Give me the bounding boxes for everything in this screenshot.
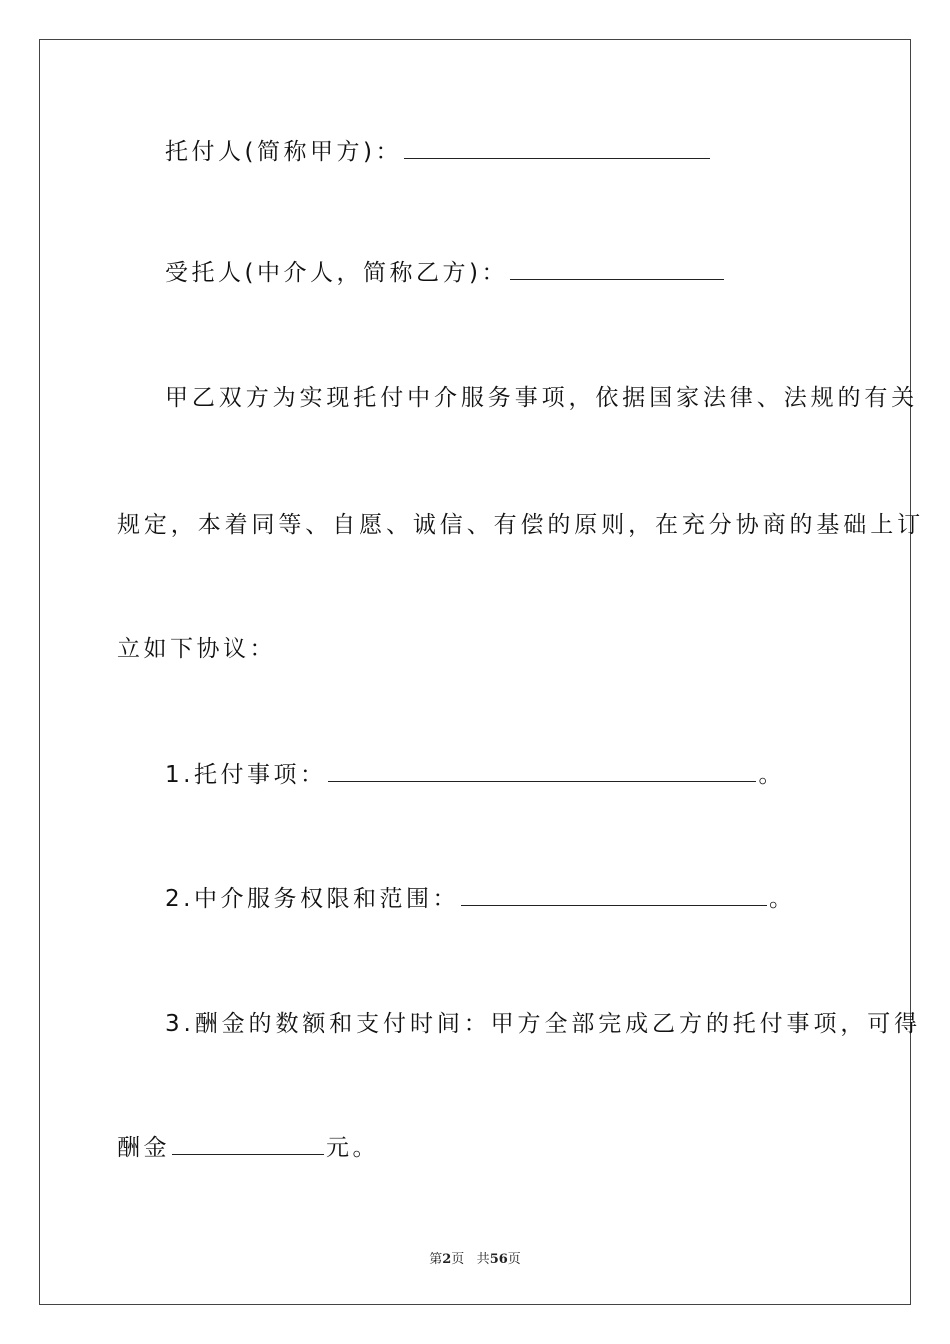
page-total: 56	[489, 1252, 508, 1267]
item-1-line	[165, 760, 785, 790]
item-2-line	[165, 884, 795, 914]
page-prefix: 第	[429, 1252, 443, 1267]
reward-blank	[172, 1134, 324, 1155]
paragraph-line: 甲乙双方为实现托付中介服务事项，依据国家法律、法规的有关	[165, 385, 919, 411]
item-2-end: 。	[768, 886, 796, 912]
item-3-line-2	[117, 1133, 379, 1163]
entrusted-party-label: 受托人(中介人，简称乙方)：	[165, 260, 508, 286]
item-1-blank	[328, 761, 756, 782]
item-2-blank	[461, 885, 767, 906]
entrusting-party-blank	[404, 138, 710, 159]
entrusting-party-line	[165, 137, 712, 167]
page-current: 2	[442, 1252, 452, 1267]
paragraph-line: 3.酬金的数额和支付时间：甲方全部完成乙方的托付事项，可得	[165, 1011, 922, 1037]
page-footer	[0, 1248, 950, 1267]
reward-end: 元。	[326, 1135, 379, 1161]
paragraph-line: 规定，本着同等、自愿、诚信、有偿的原则，在充分协商的基础上订	[117, 512, 924, 538]
entrusted-party-blank	[510, 259, 724, 280]
total-prefix: 共	[476, 1252, 490, 1267]
paragraph-line: 立如下协议：	[117, 636, 276, 662]
entrusting-party-label: 托付人(简称甲方)：	[165, 139, 402, 165]
reward-label: 酬金	[117, 1135, 170, 1161]
page-suffix: 页	[451, 1252, 465, 1267]
entrusted-party-line	[165, 258, 726, 288]
item-2-label: 2.中介服务权限和范围：	[165, 886, 459, 912]
item-1-label: 1.托付事项：	[165, 762, 327, 788]
total-suffix: 页	[507, 1252, 521, 1267]
item-1-end: 。	[758, 762, 785, 788]
page-border	[39, 39, 911, 1305]
